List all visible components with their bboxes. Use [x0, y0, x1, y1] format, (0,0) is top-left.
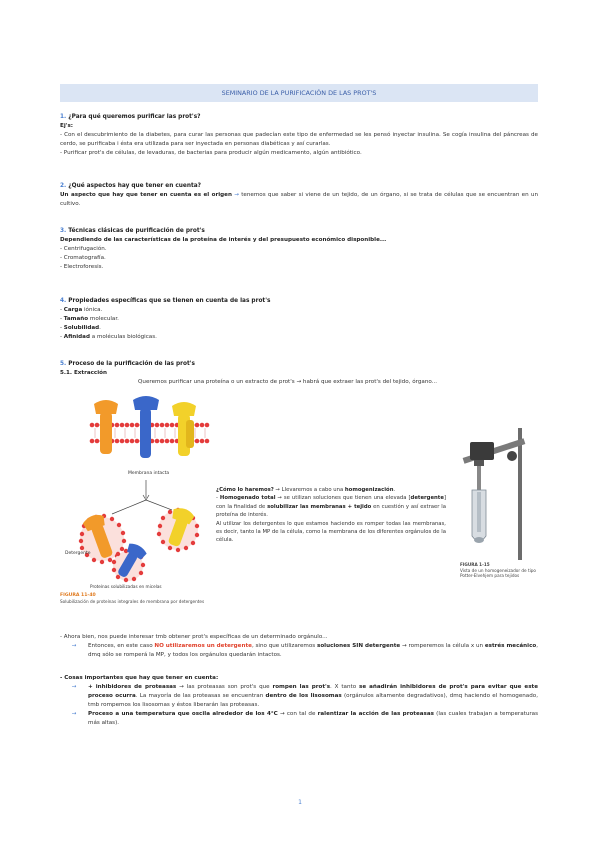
- homogenization-text: ¿Cómo lo haremos? → Llevaremos a cabo una homogenización. - Homogenado total → se utilizan soluciones que tienen una elevada [detergente] con la finalidad de solubilizar las membranas + tejido en cuestión y así extraer la proteína de interés. Al utilizar los detergentes lo que estamos haciendo es romper todas las membranas, es decir, tanto la MP de la célula, como la membrana de los diferentes orgánulos de la célula.: [216, 487, 447, 544]
- section-4: [60, 297, 538, 342]
- arrow-bullet-icon: →: [71, 684, 77, 690]
- section-2: [60, 182, 538, 209]
- section-2-body: Un aspecto que hay que tener en cuenta es el origen → tenemos que saber si viene de un tejido, de un órgano, si se trata de células que se encuentran en un cultivo.: [60, 192, 538, 207]
- figure-2-caption: FIGURA 1-15 Vista de un homogeneizador de tipo Potter-Elvehjem para tejidos: [460, 562, 536, 578]
- organelle-section: - Ahora bien, nos puede interesar tmb obtener prot's específicas de un determinado orgánulo... → Entonces, en este caso NO utilizaremos un detergente, sino que utilizaremos soluciones SIN detergente → romperemos la célula x un estrés mecánico, dmq sólo se romperá la MP, y todos los orgánulos quedarán intactos.: [60, 634, 539, 658]
- section-4-heading: 4. Propiedades específicas que se tienen en cuenta de las prot's: [60, 298, 271, 304]
- property-item: - Tamaño molecular.: [60, 316, 119, 322]
- section-5-heading: 5. Proceso de la purificación de las prot's: [60, 361, 195, 367]
- example-1: - Con el descubrimiento de la diabetes, para curar las personas que padecían este tipo de enfermedad se les pensó inyectar insulina. Se cogía insulina del páncreas de cerdo, se purificaba i ésta era utilizada para ser inyectada en personas diabéticas y así curarlas.: [60, 132, 538, 147]
- technique-item: - Cromatografía.: [60, 255, 106, 261]
- property-item: - Carga iónica.: [60, 307, 103, 313]
- section-1: [60, 113, 538, 158]
- examples-label: Ej's:: [60, 123, 74, 129]
- document-title: SEMINARIO DE LA PURIFICACIÓN DE LAS PROT'S: [60, 84, 538, 102]
- solubilized-label: Proteínas solubilizadas en micelas: [90, 584, 162, 589]
- figure-1-number: FIGURA 11-40: [60, 593, 96, 598]
- technique-item: - Centrifugación.: [60, 246, 107, 252]
- membrane-label: Membrana intacta: [128, 471, 170, 476]
- section-3-intro: Dependiendo de las características de la proteína de interés y del presupuesto económico disponible...: [60, 237, 387, 243]
- page-number: 1: [298, 799, 302, 806]
- intact-membrane: [90, 396, 210, 458]
- micelle-yellow: [157, 505, 199, 552]
- detergent-label: Detergente: [65, 551, 91, 556]
- figure-1-caption: Solubilización de proteínas integrales de membrana por detergentes: [60, 599, 205, 604]
- section-1-heading: 1. ¿Para qué queremos purificar las prot's?: [60, 114, 201, 120]
- example-2: - Purificar prot's de células, de levaduras, de bacterias para producir algún medicamento, algún antibiótico.: [60, 150, 362, 156]
- section-2-heading: 2. ¿Qué aspectos hay que tener en cuenta?: [60, 183, 202, 189]
- section-5: [60, 360, 538, 387]
- homogenizer-photo: [456, 428, 542, 560]
- important-notes-section: - Cosas importantes que hay que tener en cuenta: → + inhibidores de proteasas → las proteasas son prot's que rompen las prot's. X tanto se añadirán inhibidores de prot's para evitar que este proceso ocurra. La mayoría de las proteasas se encuentran dentro de los lisosomas (orgánulos altamente degradativos), dmq haciendo el homogenado, tmb rompemos los lisosomas y éstos liberarán las proteasas. → Proceso a una temperatura que oscila alrededor de los 4°C → con tal de ralentizar la acción de las proteasas (las cuales trabajan a temperaturas más altas).: [60, 675, 539, 726]
- process-arrows: [112, 480, 172, 514]
- property-item: - Solubilidad.: [60, 325, 101, 331]
- section-3: [60, 227, 538, 272]
- detergent-solubilization-figure: [60, 394, 216, 616]
- subsection-extraction: 5.1. Extracción: [60, 370, 107, 376]
- technique-item: - Electroforesis.: [60, 264, 104, 270]
- arrow-bullet-icon: →: [71, 643, 77, 649]
- property-item: - Afinidad a moléculas biológicas.: [60, 334, 157, 340]
- extraction-intro: Queremos purificar una proteína o un extracto de prot's → habrá que extraer las prot's del tejido, órgano...: [138, 379, 438, 385]
- section-3-heading: 3. Técnicas clásicas de purificación de prot's: [60, 228, 205, 234]
- arrow-bullet-icon: →: [71, 711, 77, 717]
